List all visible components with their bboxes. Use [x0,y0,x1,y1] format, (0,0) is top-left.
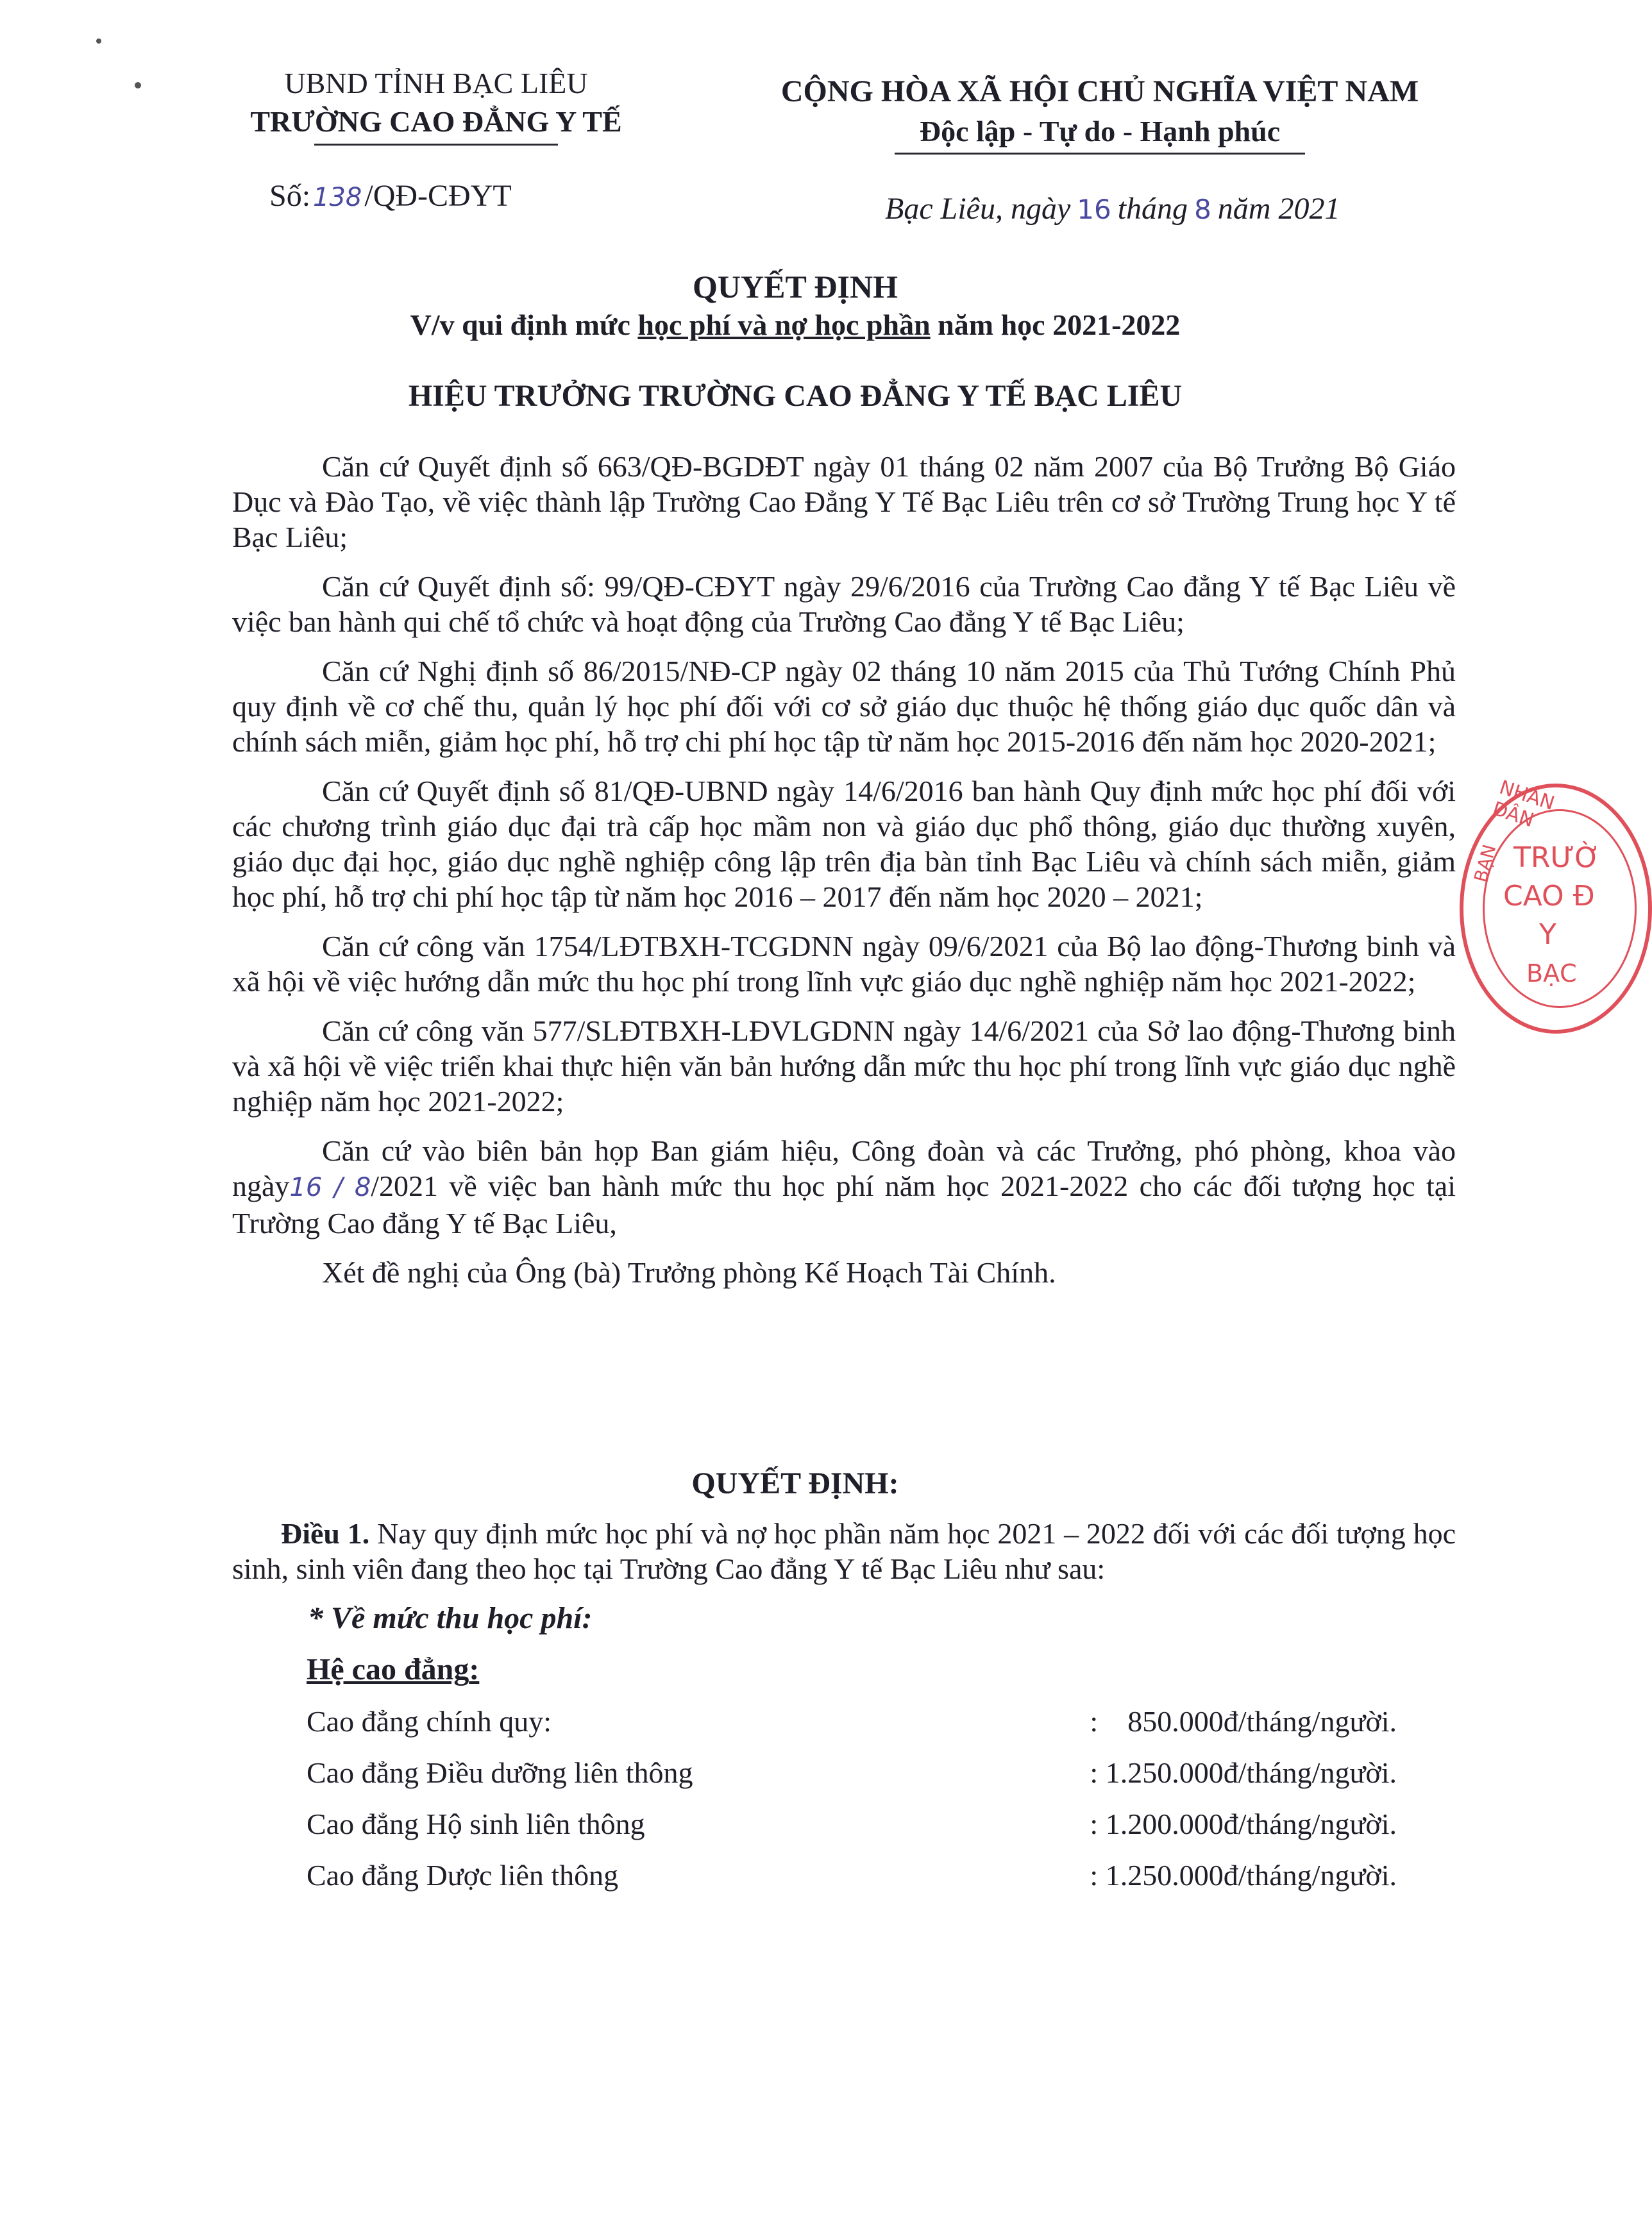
date-month-label: tháng [1117,192,1188,226]
national-title: CỘNG HÒA XÃ HỘI CHỦ NGHĨA VIỆT NAM [780,74,1419,108]
issuing-authority: HIỆU TRƯỞNG TRƯỜNG CAO ĐẲNG Y TẾ BẠC LIÊU [408,379,1183,413]
subject-prefix: V/v qui định mức [410,308,638,341]
decision-subject [0,308,1590,342]
seal-arc-text: NHÂN DÂN [1489,776,1558,832]
motto-underline [895,153,1305,155]
fee-program: Cao đẳng Dược liên thông [307,1859,619,1892]
national-motto: Độc lập - Tự do - Hạnh phúc [919,115,1281,147]
issuer-school: TRƯỜNG CAO ĐẲNG Y TẾ [250,105,622,138]
basis-paragraph: Căn cứ Nghị định số 86/2015/NĐ-CP ngày 02 tháng 10 năm 2015 của Thủ Tướng Chính Phủ quy định về cơ chế thu, quản lý học phí đối với cơ sở giáo dục thuộc hệ thống giáo dục quốc dân và chính sách miễn, giảm học phí, hỗ trợ chi phí học tập từ năm học 2015-2016 đến năm học 2020-2021; [232,655,1456,758]
seal-text-line: CAO Đ [1503,880,1595,912]
fee-amount: : 850.000đ/tháng/người. [1090,1705,1397,1738]
meeting-basis-paragraph [232,1133,1456,1241]
college-heading-text: Hệ cao đẳng [307,1652,469,1686]
scan-speck [135,82,141,88]
fee-row [307,1756,1397,1794]
meeting-date-handwritten: 16 / 8 [289,1173,371,1202]
fee-program: Cao đẳng chính quy: [307,1705,552,1738]
number-handwritten: 138 [313,183,362,212]
fee-amount: : 1.250.000đ/tháng/người. [1090,1756,1397,1789]
fee-amount: : 1.250.000đ/tháng/người. [1090,1859,1397,1892]
date-place: Bạc Liêu, ngày [885,192,1071,226]
national-header [738,72,1462,155]
fee-program: Cao đẳng Hộ sinh liên thông [307,1808,645,1840]
legal-bases [232,449,1456,1304]
date-day: 16 [1077,194,1111,225]
college-heading-colon: : [469,1652,480,1686]
seal-side-text: BẠN [1470,842,1501,885]
meeting-basis-before: Căn cứ vào biên bản họp Ban giám hiệu, Công đoàn và các Trưởng, phó phòng, khoa vào ngày [232,1134,1456,1202]
fee-row [307,1858,1397,1897]
date-month: 8 [1194,194,1211,225]
fee-row [307,1704,1397,1743]
article-1-text: Nay quy định mức học phí và nợ học phần năm học 2021 – 2022 đối với các đối tượng học sinh, sinh viên đang theo học tại Trường Cao đẳng Y tế Bạc Liêu như sau: [232,1517,1456,1585]
document-date [885,191,1340,226]
subject-suffix: năm học 2021-2022 [930,308,1181,341]
basis-paragraph: Căn cứ Quyết định số: 99/QĐ-CĐYT ngày 29/6/2016 của Trường Cao đẳng Y tế Bạc Liêu về việc ban hành qui chế tổ chức và hoạt động của Trường Cao đẳng Y tế Bạc Liêu; [232,570,1456,638]
basis-paragraph: Căn cứ Quyết định số 81/QĐ-UBND ngày 14/6/2016 ban hành Quy định mức học phí đối với các chương trình giáo dục đại trà cấp học mầm non và giáo dục phổ thông, giáo dục thường xuyên, giáo dục đại học, giáo dục nghề nghiệp công lập trên địa bàn tỉnh Bạc Liêu và chính sách miễn, giảm học phí, hỗ trợ chi phí học tập từ năm học 2016 – 2017 đến năm học 2020 – 2021; [232,775,1456,913]
scan-speck [96,38,101,44]
document-number [269,178,512,214]
article-1 [232,1516,1456,1586]
meeting-basis-after: /2021 về việc ban hành mức thu học phí năm học 2021-2022 cho các đối tượng học tại Trường Cao đẳng Y tế Bạc Liêu, [232,1170,1456,1239]
date-year: năm 2021 [1217,192,1340,226]
decision-heading: QUYẾT ĐỊNH: [691,1466,899,1500]
issuer-header [192,64,680,146]
issuer-province: UBND TỈNH BẠC LIÊU [284,67,588,99]
issuer-underline [314,144,558,146]
fee-program: Cao đẳng Điều dưỡng liên thông [307,1756,693,1789]
college-heading [307,1652,479,1687]
number-prefix: Số: [269,179,311,213]
proposal-paragraph: Xét đề nghị của Ông (bà) Trưởng phòng Kế Hoạch Tài Chính. [322,1256,1056,1289]
basis-paragraph: Căn cứ công văn 577/SLĐTBXH-LĐVLGDNN ngày 14/6/2021 của Sở lao động-Thương binh và xã hội về việc triển khai thực hiện văn bản hướng dẫn mức thu học phí trong lĩnh vực giáo dục nghề nghiệp năm học 2021-2022; [232,1014,1456,1118]
subject-underlined: học phí và nợ học phần [637,308,931,341]
fee-amount: : 1.200.000đ/tháng/người. [1090,1808,1397,1840]
fee-row [307,1807,1397,1845]
article-1-label: Điều 1. [281,1517,370,1550]
decision-title: QUYẾT ĐỊNH [693,269,898,305]
seal-text-line: TRƯỜ [1513,841,1601,874]
seal-text-line: BẠC [1526,959,1577,987]
fee-section-title: * Về mức thu học phí: [308,1601,593,1635]
basis-paragraph: Căn cứ công văn 1754/LĐTBXH-TCGDNN ngày 09/6/2021 của Bộ lao động-Thương binh và xã hội về việc hướng dẫn mức thu học phí trong lĩnh vực giáo dục nghề nghiệp năm học 2021-2022; [232,930,1456,998]
basis-paragraph: Căn cứ Quyết định số 663/QĐ-BGDĐT ngày 01 tháng 02 năm 2007 của Bộ Trưởng Bộ Giáo Dục và Đào Tạo, về việc thành lập Trường Cao Đẳng Y Tế Bạc Liêu trên cơ sở Trường Trung học Y tế Bạc Liêu; [232,450,1456,553]
seal-text-line: Y [1539,918,1556,951]
number-suffix: /QĐ-CĐYT [364,179,512,213]
